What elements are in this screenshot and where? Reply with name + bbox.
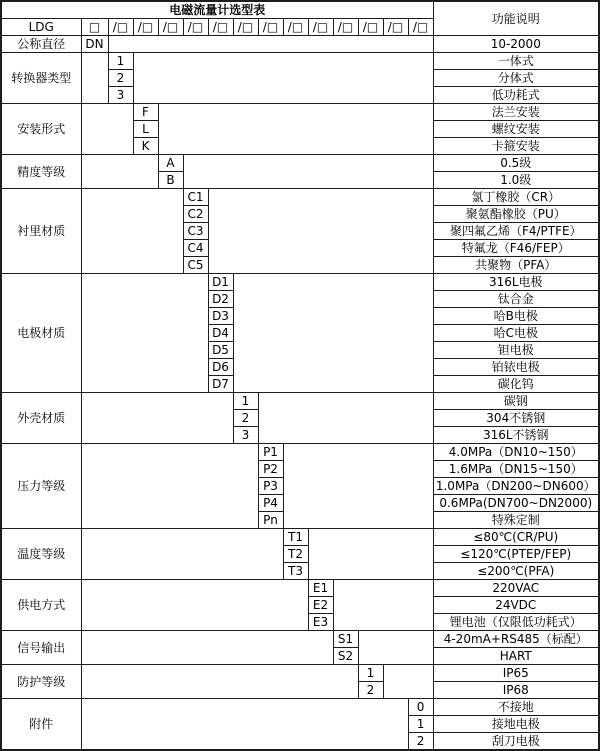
code-cell: A — [158, 155, 183, 172]
desc-cell: 分体式 — [433, 70, 599, 87]
model-code-slash-box: /□ — [158, 19, 183, 36]
model-code-slash-box: /□ — [258, 19, 283, 36]
desc-cell: 一体式 — [433, 53, 599, 70]
group-right-filler — [258, 393, 433, 444]
desc-cell: 1.6MPa（DN15~150） — [433, 461, 599, 478]
model-code-slash-box: /□ — [308, 19, 333, 36]
desc-cell: 0.5级 — [433, 155, 599, 172]
code-cell: P3 — [258, 478, 283, 495]
function-column-header: 功能说明 — [433, 1, 599, 36]
group-right-filler — [133, 53, 433, 104]
desc-cell: 锂电池（仅限低功耗式） — [433, 614, 599, 631]
code-cell: F — [133, 104, 158, 121]
desc-cell: 不接地 — [433, 699, 599, 716]
code-cell: C1 — [183, 189, 208, 206]
code-cell: D7 — [208, 376, 233, 393]
code-cell: 2 — [358, 682, 383, 699]
code-cell: C4 — [183, 240, 208, 257]
code-cell: D4 — [208, 325, 233, 342]
group-right-filler — [308, 529, 433, 580]
group-label: 防护等级 — [1, 665, 81, 699]
desc-cell: 钛合金 — [433, 291, 599, 308]
group-left-filler — [81, 393, 233, 444]
desc-cell: 10-2000 — [433, 36, 599, 53]
group-left-filler — [81, 529, 283, 580]
desc-cell: 法兰安装 — [433, 104, 599, 121]
code-cell: D1 — [208, 274, 233, 291]
model-prefix: LDG — [1, 19, 81, 36]
code-cell: S1 — [333, 631, 358, 648]
code-cell: C2 — [183, 206, 208, 223]
desc-cell: 钽电极 — [433, 342, 599, 359]
code-cell: 3 — [233, 427, 258, 444]
desc-cell: 316L电极 — [433, 274, 599, 291]
desc-cell: 低功耗式 — [433, 87, 599, 104]
code-cell: DN — [81, 36, 108, 53]
group-label: 温度等级 — [1, 529, 81, 580]
code-cell: 1 — [233, 393, 258, 410]
code-cell: 2 — [408, 733, 433, 751]
model-code-slash-box: /□ — [133, 19, 158, 36]
group-right-filler — [283, 444, 433, 529]
desc-cell: 特氟龙（F46/FEP） — [433, 240, 599, 257]
group-label: 附件 — [1, 699, 81, 751]
model-code-slash-box: /□ — [283, 19, 308, 36]
group-right-filler — [333, 580, 433, 631]
code-cell: L — [133, 121, 158, 138]
desc-cell: 刮刀电极 — [433, 733, 599, 751]
code-cell: T3 — [283, 563, 308, 580]
desc-cell: 1.0MPa（DN200~DN600） — [433, 478, 599, 495]
desc-cell: 哈B电极 — [433, 308, 599, 325]
desc-cell: ≤120℃(PTEP/FEP) — [433, 546, 599, 563]
model-code-slash-box: /□ — [108, 19, 133, 36]
code-cell: S2 — [333, 648, 358, 665]
desc-cell: 氯丁橡胶（CR） — [433, 189, 599, 206]
group-label: 电极材质 — [1, 274, 81, 393]
group-label: 外壳材质 — [1, 393, 81, 444]
group-left-filler — [81, 665, 358, 699]
group-left-filler — [81, 580, 308, 631]
code-cell: D6 — [208, 359, 233, 376]
desc-cell: 哈C电极 — [433, 325, 599, 342]
model-code-slash-box: /□ — [208, 19, 233, 36]
code-cell: P2 — [258, 461, 283, 478]
group-right-filler — [158, 104, 433, 155]
desc-cell: IP68 — [433, 682, 599, 699]
desc-cell: 316L不锈钢 — [433, 427, 599, 444]
model-code-slash-box: /□ — [408, 19, 433, 36]
desc-cell: 4.0MPa（DN10~150） — [433, 444, 599, 461]
group-label: 精度等级 — [1, 155, 81, 189]
desc-cell: 24VDC — [433, 597, 599, 614]
group-left-filler — [81, 189, 183, 274]
code-cell: D3 — [208, 308, 233, 325]
group-left-filler — [81, 53, 108, 104]
desc-cell: ≤80℃(CR/PU) — [433, 529, 599, 546]
desc-cell: 0.6MPa(DN700~DN2000) — [433, 495, 599, 512]
group-label: 信号输出 — [1, 631, 81, 665]
code-cell: P1 — [258, 444, 283, 461]
model-code-slash-box: /□ — [333, 19, 358, 36]
desc-cell: 4-20mA+RS485（标配） — [433, 631, 599, 648]
desc-cell: HART — [433, 648, 599, 665]
group-left-filler — [81, 104, 133, 155]
group-right-filler — [208, 189, 433, 274]
code-cell: B — [158, 172, 183, 189]
desc-cell: 聚四氟乙烯（F4/PTFE） — [433, 223, 599, 240]
desc-cell: 特殊定制 — [433, 512, 599, 529]
code-cell: D5 — [208, 342, 233, 359]
code-cell: 3 — [108, 87, 133, 104]
model-code-slash-box: /□ — [358, 19, 383, 36]
group-right-filler — [183, 155, 433, 189]
code-cell: T1 — [283, 529, 308, 546]
code-cell: P4 — [258, 495, 283, 512]
group-left-filler — [81, 155, 158, 189]
code-cell: D2 — [208, 291, 233, 308]
desc-cell: 碳钢 — [433, 393, 599, 410]
code-cell: 1 — [108, 53, 133, 70]
desc-cell: 304不锈钢 — [433, 410, 599, 427]
group-left-filler — [81, 699, 408, 751]
group-label: 转换器类型 — [1, 53, 81, 104]
group-right-filler — [383, 665, 433, 699]
group-label: 供电方式 — [1, 580, 81, 631]
desc-cell: 铂铱电极 — [433, 359, 599, 376]
code-cell: K — [133, 138, 158, 155]
group-right-filler — [358, 631, 433, 665]
model-code-slash-box: /□ — [183, 19, 208, 36]
desc-cell: 共聚物（PFA） — [433, 257, 599, 274]
code-cell: 1 — [408, 716, 433, 733]
page-title: 电磁流量计选型表 — [1, 1, 433, 19]
group-left-filler — [81, 274, 208, 393]
model-code-slash-box: /□ — [233, 19, 258, 36]
group-right-filler — [233, 274, 433, 393]
desc-cell: 螺纹安装 — [433, 121, 599, 138]
code-cell: Pn — [258, 512, 283, 529]
table-body — [1, 1, 599, 750]
group-right-filler — [108, 36, 433, 53]
desc-cell: IP65 — [433, 665, 599, 682]
desc-cell: 1.0级 — [433, 172, 599, 189]
group-left-filler — [81, 631, 333, 665]
code-cell: E2 — [308, 597, 333, 614]
code-cell: C5 — [183, 257, 208, 274]
group-label: 压力等级 — [1, 444, 81, 529]
code-cell: 2 — [108, 70, 133, 87]
code-cell: 2 — [233, 410, 258, 427]
group-left-filler — [81, 444, 258, 529]
desc-cell: ≤200℃(PFA) — [433, 563, 599, 580]
model-code-box: □ — [81, 19, 108, 36]
model-code-slash-box: /□ — [383, 19, 408, 36]
desc-cell: 聚氨酯橡胶（PU） — [433, 206, 599, 223]
code-cell: 0 — [408, 699, 433, 716]
group-label: 安装形式 — [1, 104, 81, 155]
desc-cell: 220VAC — [433, 580, 599, 597]
code-cell: T2 — [283, 546, 308, 563]
group-label: 衬里材质 — [1, 189, 81, 274]
code-cell: E3 — [308, 614, 333, 631]
group-label: 公称直径 — [1, 36, 81, 53]
code-cell: 1 — [358, 665, 383, 682]
desc-cell: 碳化钨 — [433, 376, 599, 393]
code-cell: C3 — [183, 223, 208, 240]
desc-cell: 接地电极 — [433, 716, 599, 733]
code-cell: E1 — [308, 580, 333, 597]
desc-cell: 卡箍安装 — [433, 138, 599, 155]
